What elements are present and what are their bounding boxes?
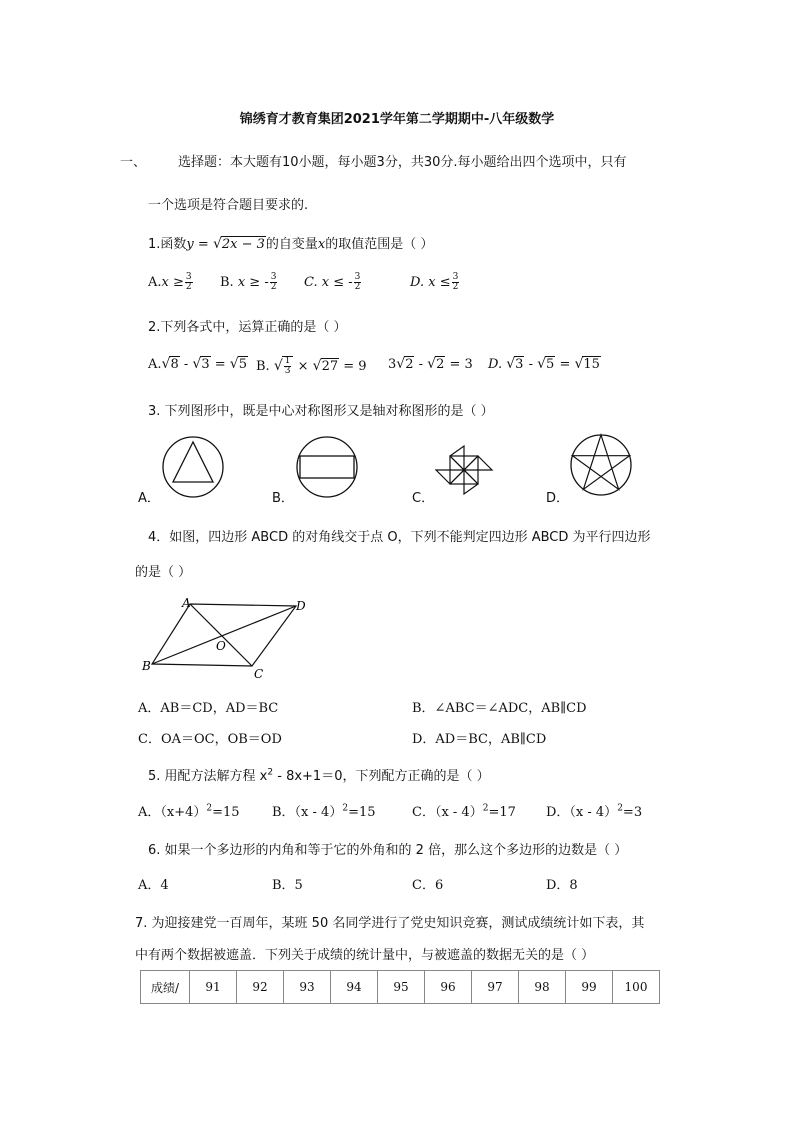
- table-cell: 91: [190, 971, 237, 1004]
- section-number: 一、: [120, 155, 147, 170]
- table-cell: 99: [566, 971, 613, 1004]
- page-title: 锦绣育才教育集团2021学年第二学期期中-八年级数学: [239, 112, 555, 127]
- q4-option-b: B．∠ABC＝∠ADC，AB∥CD: [412, 701, 587, 716]
- table-cell: 98: [519, 971, 566, 1004]
- q1-suffix: 的取值范围是（ ）: [325, 237, 434, 252]
- figure-parallelogram-abcd: [138, 592, 318, 682]
- q1-var-x: x: [317, 237, 326, 252]
- q4-option-c: C．OA＝OC，OB＝OD: [138, 732, 282, 747]
- q1-func-radicand: 2x − 3: [221, 237, 265, 252]
- point-a-label: A: [182, 596, 191, 610]
- q1-func-y: y: [186, 237, 194, 252]
- q1-option-c: C. x ≤ - $\frac{3}{2}$: [304, 272, 361, 292]
- q5-option-a: A．$(x+4)^2=15$: [138, 803, 240, 820]
- q1-prefix: 1.函数: [148, 237, 187, 252]
- table-cell: 97: [472, 971, 519, 1004]
- table-row: [141, 971, 660, 1004]
- q3-label-a: A．: [138, 491, 160, 506]
- section-instructions-line1: 选择题：本大题有10小题，每小题3分，共30分.每小题给出四个选项中，只有: [178, 155, 627, 170]
- q5-option-c: C．（x - 4）$^2$=17: [412, 803, 516, 820]
- question-3-stem: 3. 下列图形中，既是中心对称图形又是轴对称图形的是（ ）: [148, 404, 494, 419]
- table-cell: 92: [237, 971, 284, 1004]
- point-o-label: O: [216, 639, 226, 653]
- point-d-label: D: [296, 599, 306, 613]
- question-1-stem: [148, 233, 433, 252]
- q4-option-a: A．AB＝CD，AD＝BC: [138, 701, 279, 716]
- table-cell: 94: [331, 971, 378, 1004]
- table-cell: 100: [613, 971, 660, 1004]
- q1-option-d: D. x ≤ $\frac{3}{2}$: [410, 272, 459, 292]
- question-6-stem: 6. 如果一个多边形的内角和等于它的外角和的 2 倍，那么这个多边形的边数是（ ）: [148, 843, 628, 858]
- question-2-stem: 2.下列各式中，运算正确的是（ ）: [148, 320, 347, 335]
- section-instructions-line2: 一个选项是符合题目要求的.: [148, 198, 309, 213]
- figure-circle-rectangle-icon: [294, 434, 360, 500]
- q6-option-d: D．8: [546, 878, 578, 893]
- score-table: [140, 970, 660, 1004]
- q5-option-b: B．（x - 4）$^2$=15: [272, 803, 376, 820]
- q1-mid: 的自变量: [265, 237, 318, 252]
- question-7-stem-line1: 7. 为迎接建党一百周年，某班 50 名同学进行了党史知识竞赛，测试成绩统计如下表，其: [135, 916, 645, 931]
- q5-option-d: D．（x - 4）$^2$=3: [546, 803, 643, 820]
- q2-option-b: B. √ $\frac{1}{3}$ × √27 = 9: [256, 356, 367, 376]
- q1-option-b: B. x ≥ - $\frac{3}{2}$: [220, 272, 277, 292]
- question-4-stem-line2: 的是（ ）: [135, 565, 192, 580]
- q1-option-a: A.x ≥ $\frac{3}{2}$: [148, 272, 192, 292]
- table-cell: 93: [284, 971, 331, 1004]
- table-cell: 95: [378, 971, 425, 1004]
- figure-circle-triangle-icon: [160, 434, 226, 500]
- table-cell: 96: [425, 971, 472, 1004]
- q2-option-a: A.√8 - √3 = √5: [148, 356, 247, 372]
- q4-option-d: D．AD＝BC，AB∥CD: [412, 732, 547, 747]
- q3-label-c: C．: [412, 491, 435, 506]
- q3-label-b: B．: [272, 491, 294, 506]
- question-4-stem-line1: 4．如图，四边形 ABCD 的对角线交于点 O，下列不能判定四边形 ABCD 为平行四边形: [148, 530, 651, 545]
- q1-func-eq: =: [193, 237, 213, 252]
- q2-option-d: D. √3 - √5 = √15: [488, 356, 600, 372]
- figure-circle-pentagram-icon: [568, 432, 634, 498]
- question-5-stem: 5. 用配方法解方程 $x^2 - 8x+1=0$，下列配方正确的是（ ）: [148, 767, 490, 784]
- q6-option-a: A．4: [138, 878, 169, 893]
- q2-option-c: 3√2 - √2 = 3: [388, 356, 473, 372]
- q3-label-d: D．: [546, 491, 570, 506]
- q6-option-b: B．5: [272, 878, 303, 893]
- point-c-label: C: [254, 667, 264, 681]
- point-b-label: B: [142, 659, 151, 673]
- figure-pinwheel-icon: [432, 444, 496, 496]
- q6-option-c: C．6: [412, 878, 444, 893]
- table-header-cell: 成绩/: [141, 971, 190, 1004]
- question-7-stem-line2: 中有两个数据被遮盖．下列关于成绩的统计量中，与被遮盖的数据无关的是（ ）: [135, 948, 595, 963]
- radical-sign-icon: √: [212, 236, 222, 252]
